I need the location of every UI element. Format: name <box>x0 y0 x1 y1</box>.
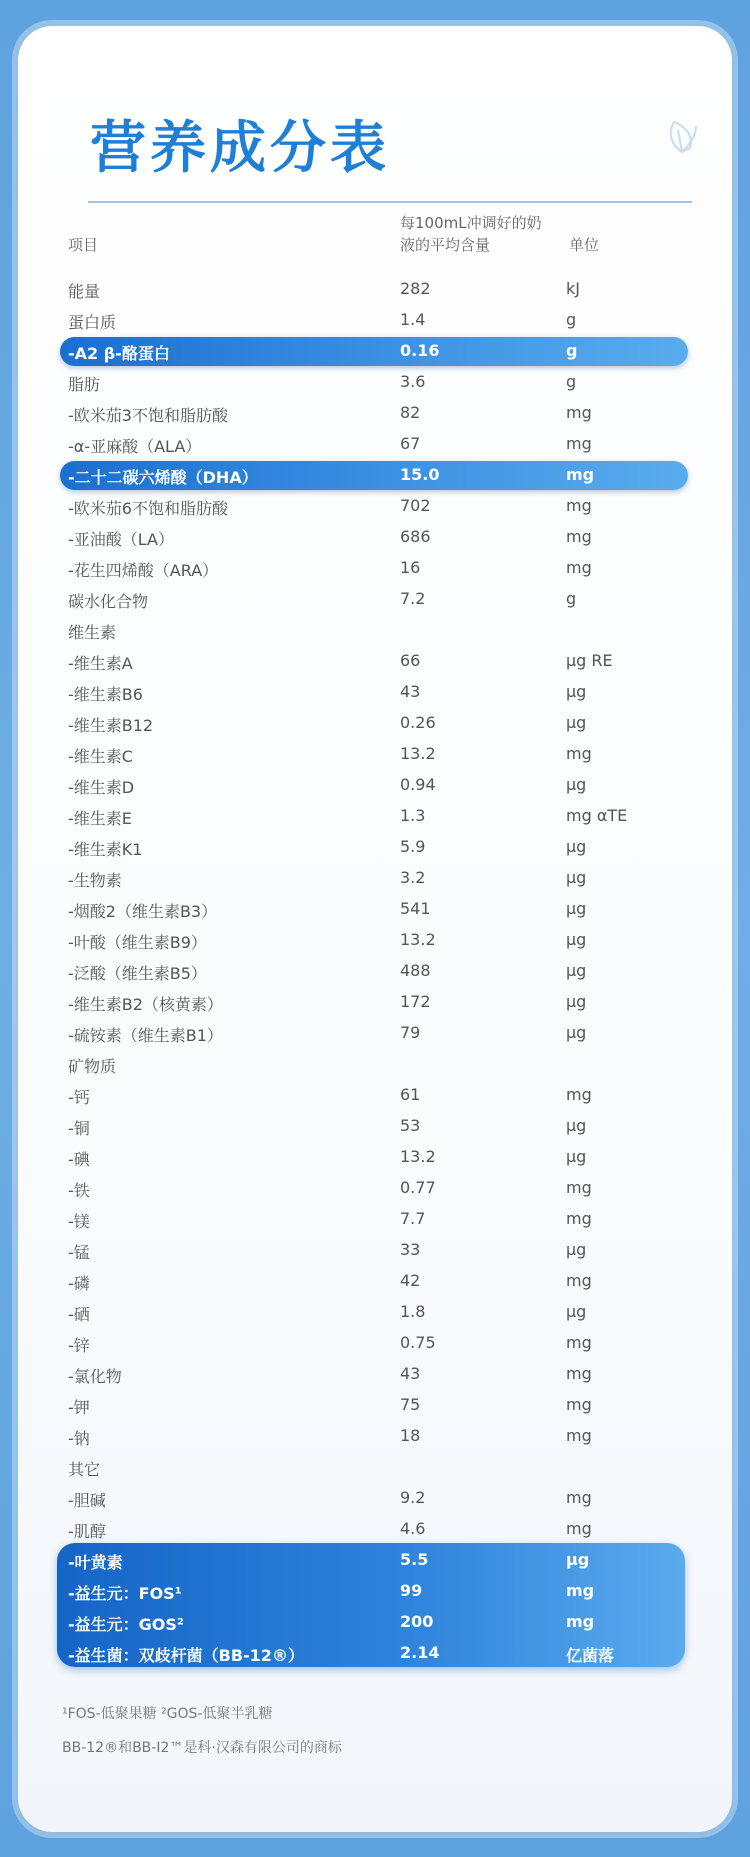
row-unit: g <box>566 310 577 329</box>
row-name: -α-亚麻酸（ALA） <box>68 437 202 456</box>
row-unit: μg <box>566 1240 587 1259</box>
row-amount: 7.7 <box>400 1209 426 1228</box>
row-unit: μg <box>566 775 587 794</box>
row-name: -生物素 <box>68 871 122 890</box>
row-amount: 0.77 <box>400 1178 436 1197</box>
row-name: -胆碱 <box>68 1491 106 1510</box>
row-name: 矿物质 <box>68 1057 117 1076</box>
row-amount: 66 <box>400 651 421 670</box>
row-unit: kJ <box>566 279 580 298</box>
row-amount: 99 <box>400 1581 423 1600</box>
row-unit: g <box>566 341 578 360</box>
table-row <box>0 305 750 336</box>
row-unit: μg <box>566 961 587 980</box>
row-name: -泛酸（维生素B5） <box>68 964 207 983</box>
row-name: -铜 <box>68 1119 90 1138</box>
row-unit: mg <box>566 1488 592 1507</box>
table-row <box>0 274 750 305</box>
row-name: -氯化物 <box>68 1367 122 1386</box>
row-name: -二十二碳六烯酸（DHA） <box>68 468 258 487</box>
table-row <box>0 367 750 398</box>
row-amount: 5.9 <box>400 837 426 856</box>
row-amount: 13.2 <box>400 930 436 949</box>
row-amount: 5.5 <box>400 1550 429 1569</box>
row-unit: μg <box>566 837 587 856</box>
row-amount: 702 <box>400 496 431 515</box>
row-unit: mg <box>566 1426 592 1445</box>
row-name: -硒 <box>68 1305 90 1324</box>
row-name: -维生素D <box>68 778 135 797</box>
row-unit: μg <box>566 899 587 918</box>
row-amount: 53 <box>400 1116 421 1135</box>
table-row <box>0 708 750 739</box>
row-name: -维生素A <box>68 654 133 673</box>
row-amount: 1.3 <box>400 806 426 825</box>
table-row <box>0 987 750 1018</box>
row-amount: 82 <box>400 403 421 422</box>
row-name: 蛋白质 <box>68 313 117 332</box>
table-row <box>0 1204 750 1235</box>
row-unit: mg <box>566 1364 592 1383</box>
row-unit: mg <box>566 1333 592 1352</box>
row-name: -维生素B6 <box>68 685 143 704</box>
row-name: -锌 <box>68 1336 90 1355</box>
table-row <box>0 1638 750 1669</box>
row-amount: 282 <box>400 279 431 298</box>
row-amount: 42 <box>400 1271 421 1290</box>
table-row <box>0 1111 750 1142</box>
table-row <box>0 1297 750 1328</box>
table-row <box>0 1483 750 1514</box>
table-row <box>0 1018 750 1049</box>
row-name: -碘 <box>68 1150 90 1169</box>
table-row <box>0 1359 750 1390</box>
row-unit: μg <box>566 868 587 887</box>
row-name: -欧米茄6不饱和脂肪酸 <box>68 499 228 518</box>
table-row <box>0 863 750 894</box>
row-name: -欧米茄3不饱和脂肪酸 <box>68 406 228 425</box>
table-row <box>0 1545 750 1576</box>
row-unit: 亿菌落 <box>566 1646 615 1665</box>
table-row <box>0 1049 750 1080</box>
row-name: -磷 <box>68 1274 90 1293</box>
row-amount: 75 <box>400 1395 421 1414</box>
row-unit: mg αTE <box>566 806 628 825</box>
footnote-abbrev: ¹FOS-低聚果糖 ²GOS-低聚半乳糖 <box>62 1706 273 1722</box>
row-unit: μg <box>566 930 587 949</box>
row-name: -益生菌：双歧杆菌（BB-12®） <box>68 1646 304 1665</box>
row-amount: 7.2 <box>400 589 426 608</box>
table-row <box>0 1266 750 1297</box>
table-row <box>0 1173 750 1204</box>
table-row <box>0 832 750 863</box>
row-amount: 4.6 <box>400 1519 426 1538</box>
row-unit: μg <box>566 713 587 732</box>
row-name: -锰 <box>68 1243 90 1262</box>
row-amount: 13.2 <box>400 744 436 763</box>
row-amount: 541 <box>400 899 431 918</box>
row-unit: mg <box>566 1395 592 1414</box>
row-unit: mg <box>566 1209 592 1228</box>
row-name: -肌醇 <box>68 1522 106 1541</box>
row-amount: 15.0 <box>400 465 440 484</box>
row-name: 脂肪 <box>68 375 101 394</box>
row-unit: mg <box>566 558 592 577</box>
row-unit: g <box>566 372 577 391</box>
table-row <box>0 1235 750 1266</box>
row-name: -叶酸（维生素B9） <box>68 933 207 952</box>
page-title: 营养成分表 <box>90 116 390 181</box>
row-unit: μg <box>566 1147 587 1166</box>
row-amount: 13.2 <box>400 1147 436 1166</box>
table-row <box>0 1080 750 1111</box>
row-name: -维生素B2（核黄素） <box>68 995 223 1014</box>
table-row <box>0 677 750 708</box>
row-amount: 0.26 <box>400 713 436 732</box>
table-row <box>0 646 750 677</box>
row-name: -益生元：FOS¹ <box>68 1584 182 1603</box>
row-amount: 3.6 <box>400 372 426 391</box>
table-row <box>0 553 750 584</box>
table-row <box>0 460 750 491</box>
row-unit: μg <box>566 1550 590 1569</box>
row-amount: 200 <box>400 1612 434 1631</box>
header-unit: 单位 <box>569 236 600 254</box>
row-name: -钾 <box>68 1398 90 1417</box>
row-amount: 2.14 <box>400 1643 440 1662</box>
row-name: -铁 <box>68 1181 90 1200</box>
row-name: -维生素K1 <box>68 840 143 859</box>
footnote-trademark: BB-12®和BB-I2™是科·汉森有限公司的商标 <box>62 1740 342 1756</box>
row-unit: mg <box>566 1519 592 1538</box>
row-name: -亚油酸（LA） <box>68 530 175 549</box>
table-row <box>0 336 750 367</box>
table-row <box>0 1142 750 1173</box>
table-row <box>0 522 750 553</box>
row-unit: mg <box>566 1271 592 1290</box>
row-amount: 18 <box>400 1426 421 1445</box>
table-row <box>0 1607 750 1638</box>
table-row <box>0 1421 750 1452</box>
row-amount: 3.2 <box>400 868 426 887</box>
table-row <box>0 1576 750 1607</box>
row-unit: μg <box>566 992 587 1011</box>
row-amount: 1.8 <box>400 1302 426 1321</box>
row-unit: g <box>566 589 577 608</box>
table-row <box>0 1328 750 1359</box>
table-row <box>0 739 750 770</box>
row-name: -维生素C <box>68 747 133 766</box>
row-amount: 61 <box>400 1085 421 1104</box>
row-unit: mg <box>566 527 592 546</box>
table-row <box>0 770 750 801</box>
table-row <box>0 894 750 925</box>
row-name: -维生素E <box>68 809 132 828</box>
table-row <box>0 956 750 987</box>
row-name: -益生元：GOS² <box>68 1615 184 1634</box>
row-name: -A2 β-酪蛋白 <box>68 344 170 363</box>
table-row <box>0 615 750 646</box>
table-row <box>0 1390 750 1421</box>
row-amount: 0.94 <box>400 775 436 794</box>
row-name: -钙 <box>68 1088 90 1107</box>
row-name: 维生素 <box>68 623 117 642</box>
row-amount: 43 <box>400 1364 421 1383</box>
table-row <box>0 429 750 460</box>
row-amount: 16 <box>400 558 421 577</box>
row-name: -烟酸2（维生素B3） <box>68 902 218 921</box>
row-amount: 0.16 <box>400 341 440 360</box>
row-name: -镁 <box>68 1212 90 1231</box>
row-amount: 67 <box>400 434 421 453</box>
row-name: -花生四烯酸（ARA） <box>68 561 219 580</box>
row-unit: mg <box>566 1581 595 1600</box>
table-row <box>0 398 750 429</box>
row-name: -维生素B12 <box>68 716 154 735</box>
row-unit: mg <box>566 744 592 763</box>
row-amount: 686 <box>400 527 431 546</box>
row-unit: mg <box>566 403 592 422</box>
row-amount: 1.4 <box>400 310 426 329</box>
table-row <box>0 1452 750 1483</box>
row-unit: mg <box>566 1178 592 1197</box>
row-name: -钠 <box>68 1429 90 1448</box>
row-unit: μg <box>566 682 587 701</box>
leaf-icon <box>660 114 704 158</box>
row-name: 能量 <box>68 282 101 301</box>
row-amount: 79 <box>400 1023 421 1042</box>
row-amount: 9.2 <box>400 1488 426 1507</box>
header-amount: 每100mL冲调好的奶液的平均含量 <box>400 214 542 254</box>
row-amount: 0.75 <box>400 1333 436 1352</box>
table-row <box>0 1514 750 1545</box>
row-amount: 33 <box>400 1240 421 1259</box>
title-divider <box>88 201 692 203</box>
row-unit: mg <box>566 434 592 453</box>
table-row <box>0 584 750 615</box>
row-name: -硫铵素（维生素B1） <box>68 1026 223 1045</box>
table-row <box>0 491 750 522</box>
table-row <box>0 925 750 956</box>
row-amount: 43 <box>400 682 421 701</box>
row-unit: μg <box>566 1302 587 1321</box>
row-unit: μg <box>566 1023 587 1042</box>
row-unit: mg <box>566 1085 592 1104</box>
row-name: 其它 <box>68 1460 101 1479</box>
row-unit: μg RE <box>566 651 613 670</box>
table-row <box>0 801 750 832</box>
row-amount: 488 <box>400 961 431 980</box>
row-unit: μg <box>566 1116 587 1135</box>
row-name: 碳水化合物 <box>68 592 149 611</box>
row-unit: mg <box>566 465 595 484</box>
row-unit: mg <box>566 1612 595 1631</box>
row-unit: mg <box>566 496 592 515</box>
row-name: -叶黄素 <box>68 1553 123 1572</box>
row-amount: 172 <box>400 992 431 1011</box>
header-item: 项目 <box>68 236 99 254</box>
